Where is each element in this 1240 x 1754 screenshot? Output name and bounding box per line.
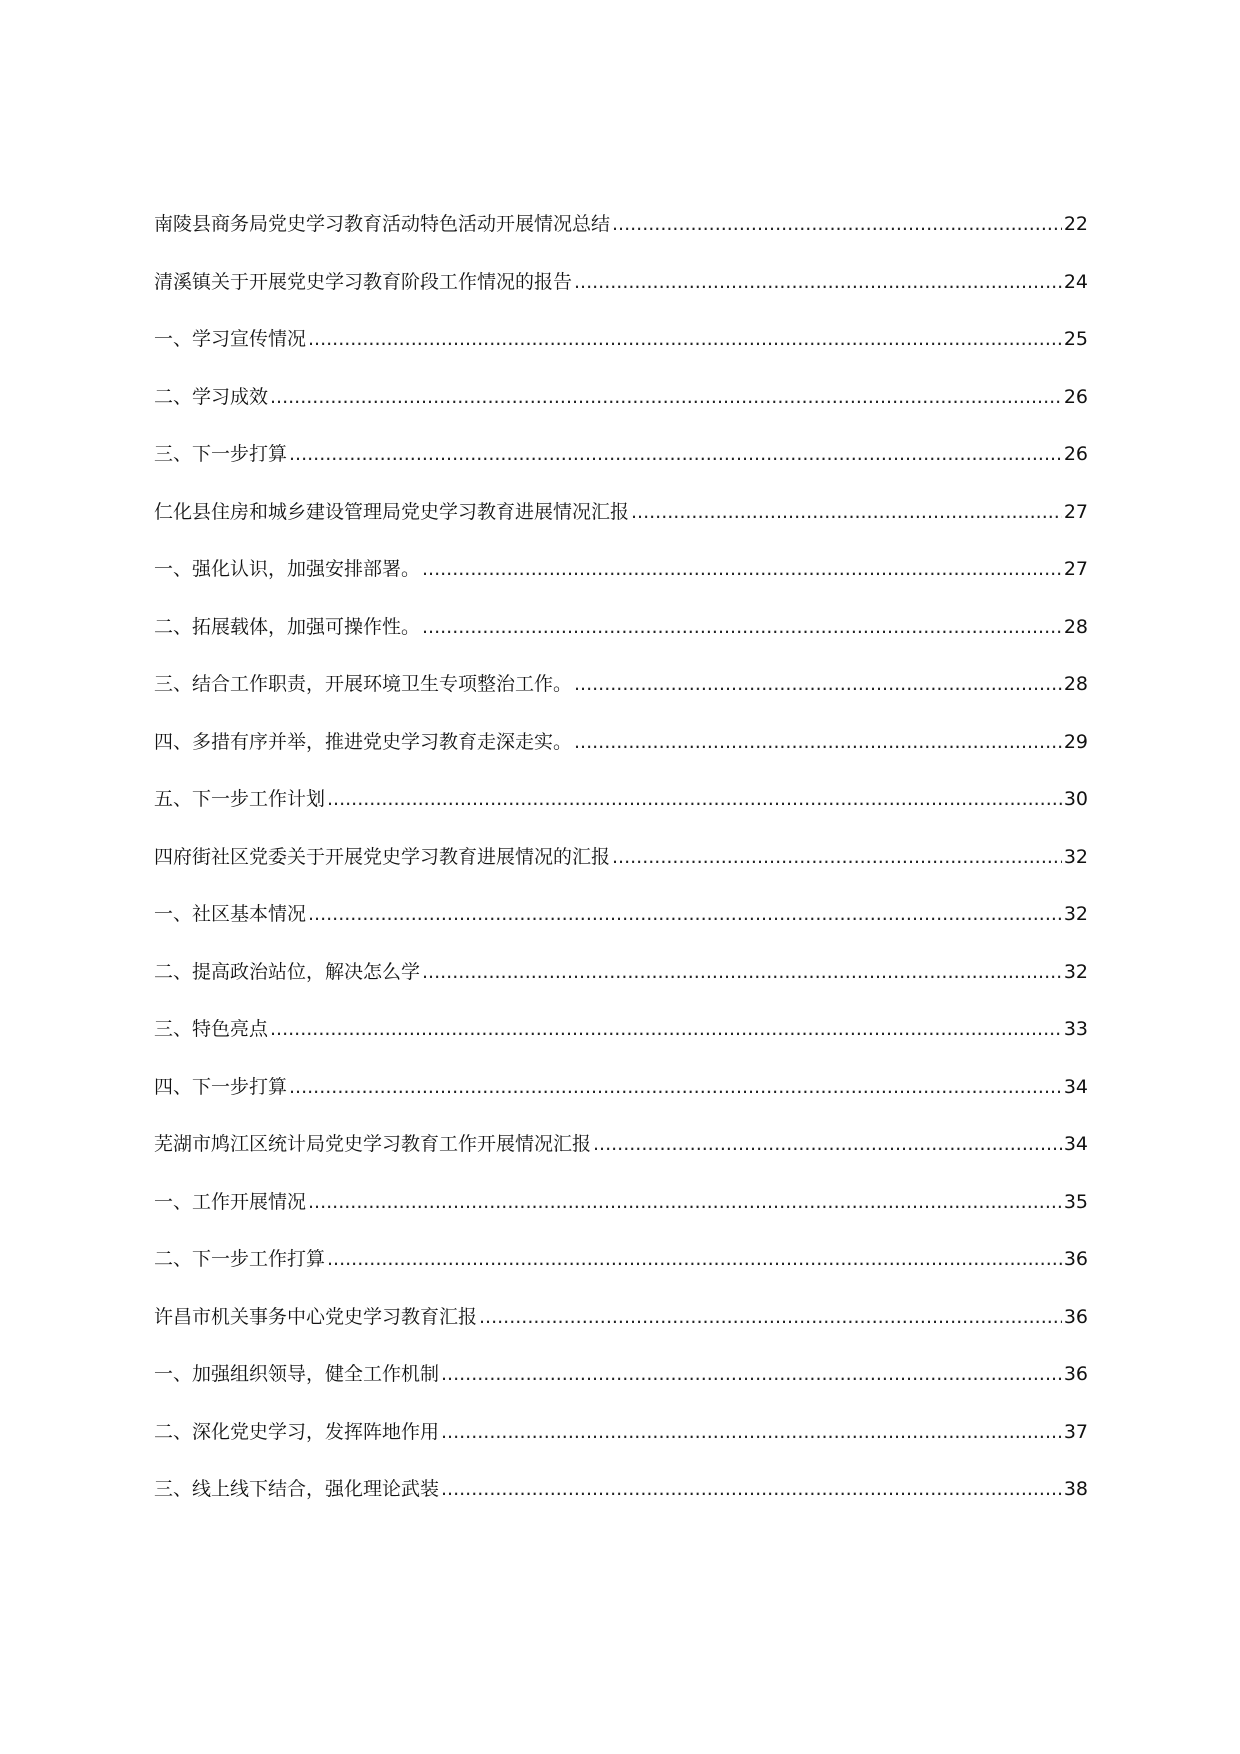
toc-dot-leader: [308, 325, 1062, 353]
toc-dot-leader: [574, 670, 1062, 698]
toc-entry-title: 四、多措有序并举，推进党史学习教育走深走实。: [154, 730, 573, 753]
toc-entry[interactable]: [154, 1418, 1088, 1476]
toc-entry-page: 27: [1063, 558, 1088, 580]
toc-entry-title: 四、下一步打算: [154, 1075, 288, 1098]
toc-entry[interactable]: [154, 728, 1088, 786]
toc-entry-page: 32: [1063, 960, 1088, 983]
toc-entry-page: 33: [1063, 1018, 1088, 1040]
toc-entry[interactable]: [154, 1073, 1088, 1131]
toc-entry[interactable]: [154, 785, 1088, 843]
toc-entry[interactable]: [154, 900, 1088, 958]
toc-entry-page: 34: [1063, 1075, 1088, 1098]
toc-entry-title: 许昌市机关事务中心党史学习教育汇报: [154, 1305, 478, 1328]
toc-dot-leader: [422, 613, 1062, 641]
toc-dot-leader: [308, 900, 1062, 928]
toc-entry-page: 28: [1063, 615, 1088, 638]
toc-entry[interactable]: [154, 1360, 1088, 1418]
toc-entry-page: 36: [1063, 1363, 1088, 1385]
toc-entry[interactable]: [154, 1015, 1088, 1073]
toc-entry-title: 四府街社区党委关于开展党史学习教育进展情况的汇报: [154, 845, 611, 868]
toc-entry-title: 仁化县住房和城乡建设管理局党史学习教育进展情况汇报: [154, 500, 630, 523]
toc-entry-page: 37: [1063, 1420, 1088, 1443]
toc-entry-title: 三、线上线下结合，强化理论武装: [154, 1478, 440, 1500]
toc-dot-leader: [422, 555, 1062, 583]
toc-entry-title: 一、强化认识，加强安排部署。: [154, 558, 421, 580]
toc-entry-title: 五、下一步工作计划: [154, 788, 326, 810]
toc-entry-title: 二、深化党史学习，发挥阵地作用: [154, 1420, 440, 1443]
toc-dot-leader: [574, 728, 1062, 756]
toc-entry[interactable]: [154, 440, 1088, 498]
toc-entry-page: 22: [1063, 213, 1088, 235]
toc-dot-leader: [327, 1245, 1062, 1273]
toc-entry-page: 26: [1063, 385, 1088, 408]
toc-dot-leader: [289, 440, 1062, 468]
toc-dot-leader: [441, 1475, 1062, 1503]
toc-entry[interactable]: [154, 1188, 1088, 1246]
toc-entry-title: 二、学习成效: [154, 385, 269, 408]
toc-dot-leader: [593, 1130, 1062, 1158]
toc-entry[interactable]: [154, 613, 1088, 671]
toc-entry-page: 32: [1063, 903, 1088, 925]
toc-entry-title: 南陵县商务局党史学习教育活动特色活动开展情况总结: [154, 213, 611, 235]
toc-entry-page: 25: [1063, 328, 1088, 350]
toc-entry-title: 三、下一步打算: [154, 443, 288, 465]
toc-entry-page: 38: [1063, 1478, 1088, 1500]
toc-entry-page: 27: [1063, 500, 1088, 523]
toc-entry[interactable]: [154, 1245, 1088, 1303]
toc-entry[interactable]: [154, 843, 1088, 901]
toc-entry[interactable]: [154, 958, 1088, 1016]
toc-entry-title: 一、学习宣传情况: [154, 328, 307, 350]
toc-entry[interactable]: [154, 498, 1088, 556]
toc-entry[interactable]: [154, 555, 1088, 613]
toc-entry-page: 34: [1063, 1133, 1088, 1155]
toc-entry[interactable]: [154, 325, 1088, 383]
toc-entry-title: 二、拓展载体，加强可操作性。: [154, 615, 421, 638]
toc-entry-page: 35: [1063, 1190, 1088, 1213]
toc-entry-title: 一、社区基本情况: [154, 903, 307, 925]
toc-entry[interactable]: [154, 670, 1088, 728]
toc-dot-leader: [441, 1418, 1062, 1446]
toc-entry[interactable]: [154, 268, 1088, 326]
toc-entry[interactable]: [154, 1475, 1088, 1533]
toc-entry-title: 清溪镇关于开展党史学习教育阶段工作情况的报告: [154, 270, 573, 293]
toc-entry-title: 一、工作开展情况: [154, 1190, 307, 1213]
toc-entry-page: 28: [1063, 673, 1088, 695]
toc-entry-title: 芜湖市鸠江区统计局党史学习教育工作开展情况汇报: [154, 1133, 592, 1155]
toc-dot-leader: [612, 210, 1062, 238]
toc-entry-page: 36: [1063, 1248, 1088, 1270]
toc-dot-leader: [270, 1015, 1062, 1043]
toc-entry-title: 三、特色亮点: [154, 1018, 269, 1040]
table-of-contents: [154, 210, 1088, 1533]
toc-dot-leader: [327, 785, 1062, 813]
toc-entry-page: 26: [1063, 443, 1088, 465]
toc-dot-leader: [612, 843, 1062, 871]
toc-entry-title: 二、提高政治站位，解决怎么学: [154, 960, 421, 983]
toc-entry[interactable]: [154, 1130, 1088, 1188]
toc-dot-leader: [289, 1073, 1062, 1101]
toc-dot-leader: [574, 268, 1062, 296]
toc-entry[interactable]: [154, 210, 1088, 268]
toc-dot-leader: [308, 1188, 1062, 1216]
toc-dot-leader: [631, 498, 1062, 526]
toc-entry-page: 30: [1063, 788, 1088, 810]
toc-entry-page: 36: [1063, 1305, 1088, 1328]
toc-entry-page: 24: [1063, 270, 1088, 293]
toc-dot-leader: [479, 1303, 1062, 1331]
toc-entry-title: 二、下一步工作打算: [154, 1248, 326, 1270]
toc-entry[interactable]: [154, 1303, 1088, 1361]
toc-entry-page: 32: [1063, 845, 1088, 868]
toc-dot-leader: [422, 958, 1062, 986]
toc-entry-title: 一、加强组织领导，健全工作机制: [154, 1363, 440, 1385]
toc-entry-title: 三、结合工作职责，开展环境卫生专项整治工作。: [154, 673, 573, 695]
toc-entry[interactable]: [154, 383, 1088, 441]
toc-dot-leader: [441, 1360, 1062, 1388]
toc-dot-leader: [270, 383, 1062, 411]
toc-entry-page: 29: [1063, 730, 1088, 753]
